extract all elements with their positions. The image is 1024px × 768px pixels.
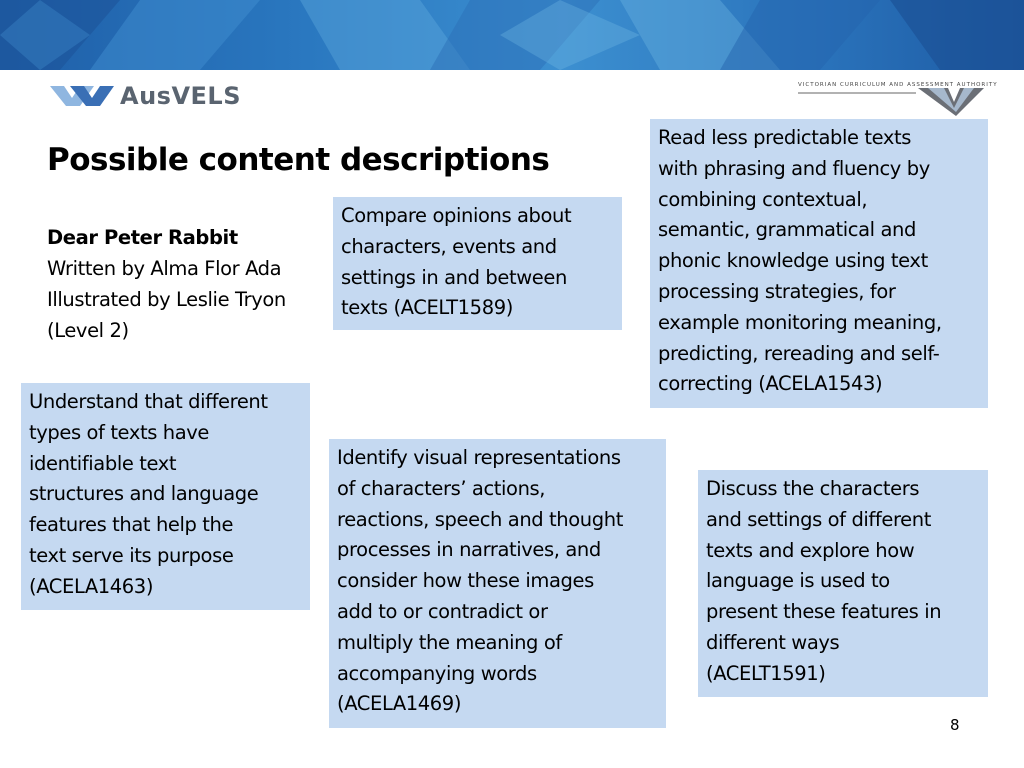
- banner-pattern: [0, 0, 1024, 70]
- vcaa-chevron-icon: [798, 82, 988, 118]
- ausvels-logo: [50, 80, 250, 112]
- box-line: texts and explore how: [706, 538, 915, 562]
- box-line: consider how these images: [337, 569, 594, 593]
- book-level: (Level 2): [47, 319, 129, 342]
- box-line: Understand that different: [29, 390, 268, 413]
- header-banner: [0, 0, 1024, 70]
- content-box-discuss: [698, 470, 988, 697]
- vcaa-logo: [798, 82, 998, 118]
- box-line: Read less predictable texts: [658, 126, 912, 149]
- box-line: characters, events and: [341, 234, 557, 258]
- box-line: present these features in: [706, 600, 942, 624]
- box-line: processes in narratives, and: [337, 538, 601, 562]
- content-box-compare: [333, 197, 622, 330]
- page-number: 8: [950, 716, 960, 734]
- box-line: language is used to: [706, 569, 890, 593]
- box-line: features that help the: [29, 513, 234, 537]
- box-line: correcting (ACELA1543): [658, 372, 883, 396]
- book-title: Dear Peter Rabbit: [47, 226, 238, 249]
- book-illustrator: Illustrated by Leslie Tryon: [47, 288, 286, 311]
- box-line: different ways: [706, 630, 840, 654]
- box-line: phonic knowledge using text: [658, 249, 928, 273]
- box-line: with phrasing and fluency by: [658, 156, 930, 180]
- box-line: structures and language: [29, 482, 259, 506]
- content-box-read: [650, 119, 988, 408]
- box-line: types of texts have: [29, 420, 210, 444]
- ausvels-chevron-icon: [50, 86, 114, 106]
- box-line: reactions, speech and thought: [337, 507, 623, 531]
- box-line: multiply the meaning of: [337, 630, 562, 654]
- box-line: settings in and between: [341, 265, 567, 289]
- box-line: and settings of different: [706, 507, 931, 531]
- box-line: Compare opinions about: [341, 204, 572, 227]
- box-line: of characters’ actions,: [337, 476, 546, 500]
- box-line: text serve its purpose: [29, 543, 234, 567]
- book-author: Written by Alma Flor Ada: [47, 257, 282, 280]
- box-line: processing strategies, for: [658, 279, 896, 303]
- box-line: identifiable text: [29, 451, 177, 475]
- box-line: (ACELT1591): [706, 661, 826, 685]
- content-box-identify: [329, 439, 666, 728]
- box-line: Identify visual representations: [337, 446, 621, 469]
- box-line: predicting, rereading and self-: [658, 341, 940, 365]
- vcaa-logo-text: VICTORIAN CURRICULUM AND ASSESSMENT AUTHORITY: [798, 82, 998, 88]
- content-box-understand: [21, 383, 310, 610]
- box-line: texts (ACELT1589): [341, 296, 513, 320]
- box-line: (ACELA1469): [337, 692, 462, 716]
- box-line: combining contextual,: [658, 187, 868, 211]
- box-line: add to or contradict or: [337, 599, 548, 623]
- box-line: example monitoring meaning,: [658, 310, 942, 334]
- box-line: Discuss the characters: [706, 477, 920, 500]
- box-line: semantic, grammatical and: [658, 218, 916, 242]
- box-line: (ACELA1463): [29, 574, 154, 598]
- ausvels-logo-text: AusVELS: [120, 82, 241, 110]
- box-line: accompanying words: [337, 661, 537, 685]
- slide-title: Possible content descriptions: [47, 142, 550, 178]
- book-info: [47, 222, 286, 346]
